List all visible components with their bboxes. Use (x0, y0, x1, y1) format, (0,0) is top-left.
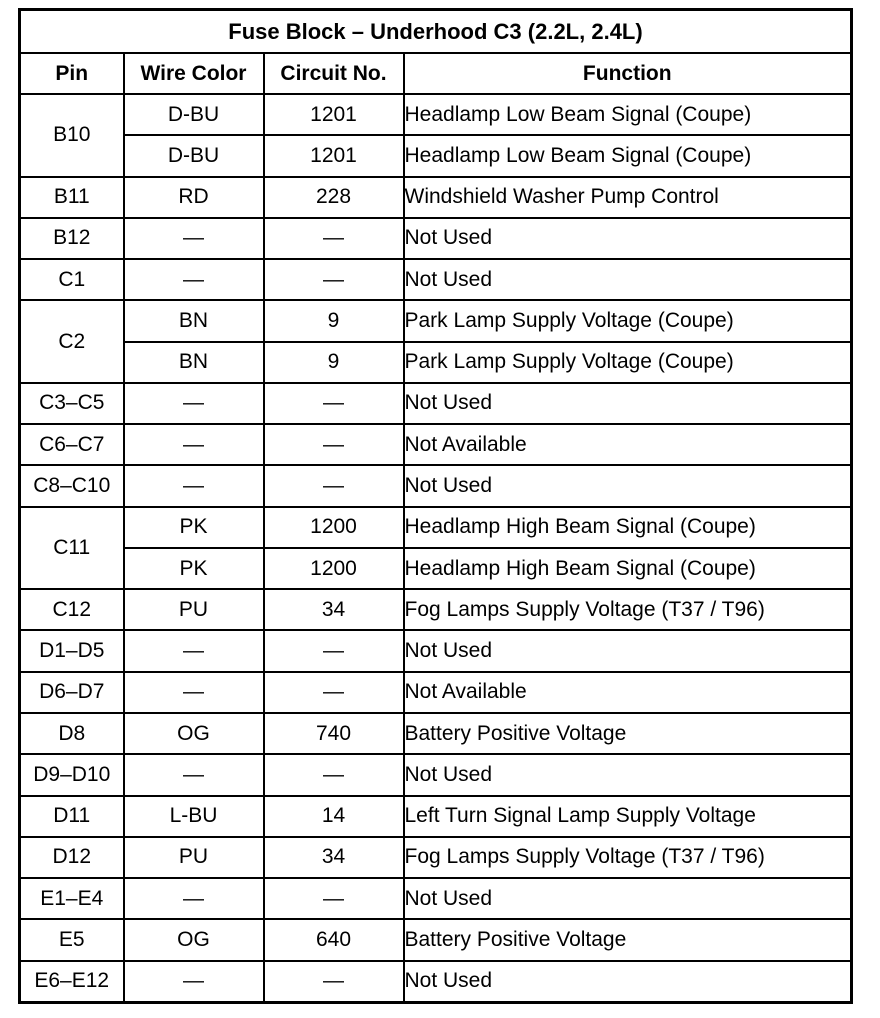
function-cell: Left Turn Signal Lamp Supply Voltage (404, 796, 852, 837)
function-cell: Headlamp High Beam Signal (Coupe) (404, 548, 852, 589)
wire-color-cell: PU (124, 837, 264, 878)
wire-color-cell: OG (124, 919, 264, 960)
pin-cell: D12 (20, 837, 124, 878)
circuit-no-cell: — (264, 465, 404, 506)
circuit-no-cell: 1201 (264, 94, 404, 135)
wire-color-cell: — (124, 878, 264, 919)
circuit-no-cell: — (264, 961, 404, 1003)
wire-color-cell: — (124, 465, 264, 506)
pin-cell: E5 (20, 919, 124, 960)
circuit-no-cell: 34 (264, 589, 404, 630)
wire-color-cell: PK (124, 507, 264, 548)
table-row (20, 465, 852, 506)
function-cell: Not Used (404, 630, 852, 671)
pin-cell: B11 (20, 177, 124, 218)
function-cell: Not Used (404, 218, 852, 259)
table-row (20, 383, 852, 424)
function-cell: Fog Lamps Supply Voltage (T37 / T96) (404, 589, 852, 630)
circuit-no-cell: — (264, 630, 404, 671)
table-row (20, 672, 852, 713)
pin-cell: B12 (20, 218, 124, 259)
table-row (20, 135, 852, 176)
circuit-no-cell: 9 (264, 300, 404, 341)
function-cell: Battery Positive Voltage (404, 713, 852, 754)
function-cell: Headlamp Low Beam Signal (Coupe) (404, 135, 852, 176)
circuit-no-cell: 1200 (264, 548, 404, 589)
circuit-no-cell: 9 (264, 342, 404, 383)
wire-color-cell: PK (124, 548, 264, 589)
wire-color-cell: — (124, 961, 264, 1003)
table-row (20, 589, 852, 630)
pin-cell: C3–C5 (20, 383, 124, 424)
circuit-no-cell: 1201 (264, 135, 404, 176)
function-cell: Park Lamp Supply Voltage (Coupe) (404, 342, 852, 383)
circuit-no-cell: 740 (264, 713, 404, 754)
circuit-no-cell: — (264, 259, 404, 300)
function-cell: Not Used (404, 259, 852, 300)
wire-color-cell: D-BU (124, 135, 264, 176)
wire-color-cell: OG (124, 713, 264, 754)
pin-cell: C1 (20, 259, 124, 300)
wire-color-cell: PU (124, 589, 264, 630)
pin-cell: D8 (20, 713, 124, 754)
pin-cell: E6–E12 (20, 961, 124, 1003)
table-row (20, 259, 852, 300)
pin-cell: D6–D7 (20, 672, 124, 713)
pin-cell: B10 (20, 94, 124, 177)
table-row (20, 878, 852, 919)
function-cell: Not Used (404, 754, 852, 795)
function-cell: Not Available (404, 424, 852, 465)
circuit-no-cell: 34 (264, 837, 404, 878)
function-cell: Headlamp High Beam Signal (Coupe) (404, 507, 852, 548)
pin-cell: D1–D5 (20, 630, 124, 671)
table-row (20, 796, 852, 837)
circuit-no-cell: — (264, 383, 404, 424)
function-cell: Not Available (404, 672, 852, 713)
circuit-no-cell: 228 (264, 177, 404, 218)
table-row (20, 507, 852, 548)
pin-cell: D9–D10 (20, 754, 124, 795)
circuit-no-cell: — (264, 878, 404, 919)
function-cell: Not Used (404, 383, 852, 424)
wire-color-cell: RD (124, 177, 264, 218)
table-row (20, 837, 852, 878)
circuit-no-cell: — (264, 672, 404, 713)
pin-cell: C8–C10 (20, 465, 124, 506)
table-body (20, 94, 852, 1003)
function-cell: Headlamp Low Beam Signal (Coupe) (404, 94, 852, 135)
wire-color-cell: — (124, 383, 264, 424)
function-cell: Not Used (404, 465, 852, 506)
table-row (20, 548, 852, 589)
circuit-no-cell: — (264, 424, 404, 465)
wire-color-cell: L-BU (124, 796, 264, 837)
table-row (20, 754, 852, 795)
table-row (20, 424, 852, 465)
circuit-no-cell: 14 (264, 796, 404, 837)
circuit-no-cell: — (264, 218, 404, 259)
pin-cell: D11 (20, 796, 124, 837)
wire-color-cell: — (124, 259, 264, 300)
circuit-no-cell: — (264, 754, 404, 795)
circuit-no-cell: 640 (264, 919, 404, 960)
function-cell: Battery Positive Voltage (404, 919, 852, 960)
column-header-pin: Pin (20, 53, 124, 94)
pin-cell: C11 (20, 507, 124, 590)
pin-table (18, 8, 853, 1004)
column-header-function: Function (404, 53, 852, 94)
column-header-circuit-no: Circuit No. (264, 53, 404, 94)
wire-color-cell: — (124, 218, 264, 259)
pin-cell: C12 (20, 589, 124, 630)
function-cell: Fog Lamps Supply Voltage (T37 / T96) (404, 837, 852, 878)
pin-cell: C6–C7 (20, 424, 124, 465)
wire-color-cell: — (124, 672, 264, 713)
table-title: Fuse Block – Underhood C3 (2.2L, 2.4L) (20, 10, 852, 54)
table-row (20, 94, 852, 135)
wire-color-cell: BN (124, 342, 264, 383)
table-row (20, 961, 852, 1003)
function-cell: Not Used (404, 878, 852, 919)
function-cell: Windshield Washer Pump Control (404, 177, 852, 218)
table-row (20, 177, 852, 218)
function-cell: Not Used (404, 961, 852, 1003)
wire-color-cell: — (124, 754, 264, 795)
pin-cell: C2 (20, 300, 124, 383)
pin-cell: E1–E4 (20, 878, 124, 919)
circuit-no-cell: 1200 (264, 507, 404, 548)
table-row (20, 300, 852, 341)
table-row (20, 342, 852, 383)
table-row (20, 218, 852, 259)
column-header-wire-color: Wire Color (124, 53, 264, 94)
function-cell: Park Lamp Supply Voltage (Coupe) (404, 300, 852, 341)
table-row (20, 630, 852, 671)
wire-color-cell: BN (124, 300, 264, 341)
wire-color-cell: — (124, 630, 264, 671)
table-row (20, 713, 852, 754)
table-row (20, 919, 852, 960)
wire-color-cell: D-BU (124, 94, 264, 135)
wire-color-cell: — (124, 424, 264, 465)
